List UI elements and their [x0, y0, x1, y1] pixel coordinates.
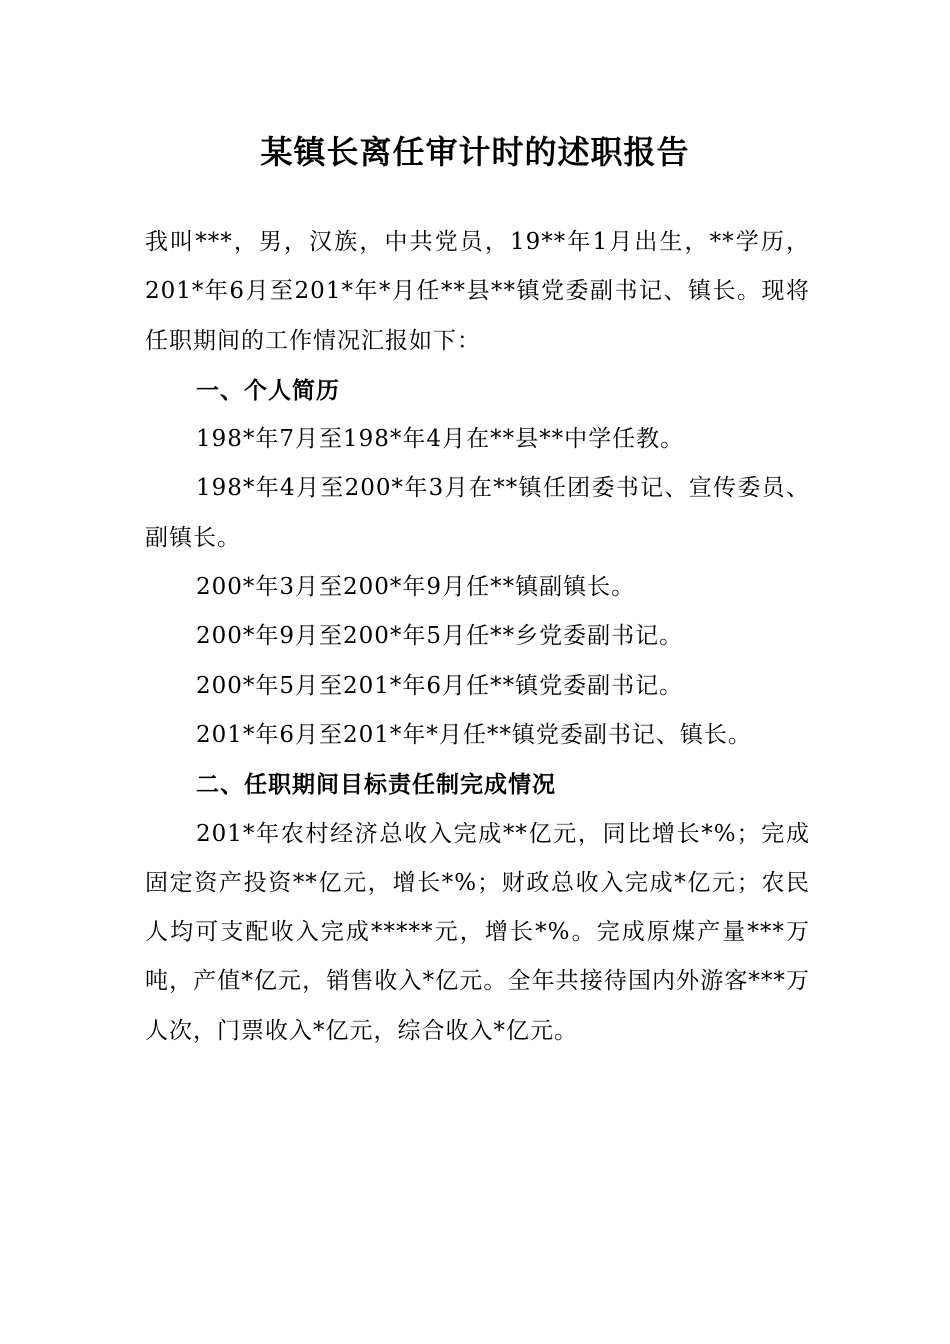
resume-item: 200*年9月至200*年5月任**乡党委副书记。	[196, 623, 684, 650]
document-title: 某镇长离任审计时的述职报告	[260, 133, 690, 171]
section-heading-targets: 二、任职期间目标责任制完成情况	[196, 771, 556, 799]
resume-item: 198*年7月至198*年4月在**县**中学任教。	[196, 426, 685, 453]
resume-item: 201*年6月至201*年*月任**镇党委副书记、镇长。	[196, 721, 752, 748]
section-heading-resume: 一、个人简历	[196, 376, 340, 404]
resume-item: 200*年5月至201*年6月任**镇党委副书记。	[196, 672, 684, 699]
resume-item: 198*年4月至200*年3月在**镇任团委书记、宣传委员、副镇长。	[145, 475, 810, 551]
document-body	[145, 218, 810, 1056]
resume-item: 200*年3月至200*年9月任**镇副镇长。	[196, 574, 636, 601]
targets-paragraph: 201*年农村经济总收入完成**亿元，同比增长*%；完成固定资产投资**亿元，增长*%；财政总收入完成*亿元；农民人均可支配收入完成*****元，增长*%。完成原煤产量***万吨，产值*亿元，销售收入*亿元。全年共接待国内外游客***万人次，门票收入*亿元，综合收入*亿元。	[145, 820, 810, 1044]
intro-paragraph: 我叫***，男，汉族，中共党员，19**年1月出生，**学历，201*年6月至201*年*月任**县**镇党委副书记、镇长。现将任职期间的工作情况汇报如下：	[145, 229, 810, 354]
